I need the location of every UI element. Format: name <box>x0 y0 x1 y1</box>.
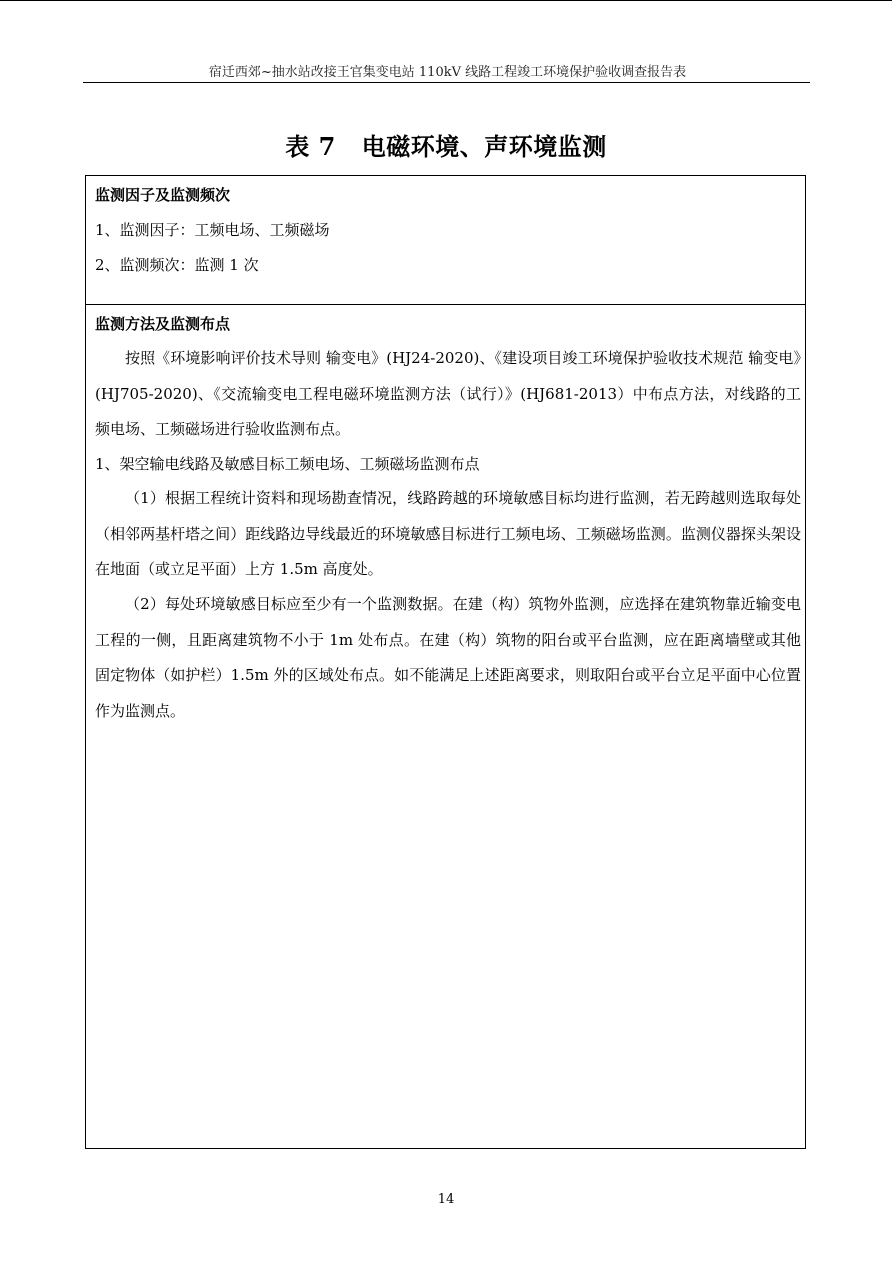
method-paragraph: 按照《环境影响评价技术导则 输变电》(HJ24-2020)、《建设项目竣工环境保护验收技术规范 输变电》(HJ705-2020)、《交流输变电工程电磁环境监测方法（试行）》(HJ681-2013）中布点方法，对线路的工频电场、工频磁场进行验收监测布点。 <box>95 349 801 438</box>
monitoring-factors-section <box>85 175 806 305</box>
table-title <box>0 130 892 164</box>
monitoring-factors-item: 1、监测因子：工频电场、工频磁场 <box>95 221 330 239</box>
running-header: 宿迁西郊~抽水站改接王官集变电站 110kV 线路工程竣工环境保护验收调查报告表 <box>208 65 687 80</box>
monitoring-frequency-item: 2、监测频次：监测 1 次 <box>95 256 259 274</box>
table-title-label: 表 7 <box>285 132 336 161</box>
page-number: 14 <box>437 1192 455 1207</box>
section-heading: 监测方法及监测布点 <box>95 315 231 333</box>
layout-paragraph-2: （2）每处环境敏感目标应至少有一个监测数据。在建（构）筑物外监测，应选择在建筑物靠近输变电工程的一侧，且距离建筑物不小于 1m 处布点。在建（构）筑物的阳台或平台监测，应在距离墙壁或其他固定物体（如护栏）1.5m 外的区域处布点。如不能满足上述距离要求，则取阳台或平台立足平面中心位置作为监测点。 <box>95 595 801 720</box>
page-top-border <box>0 0 892 1</box>
monitoring-methods-section <box>85 304 806 1149</box>
overhead-line-subheading: 1、架空输电线路及敏感目标工频电场、工频磁场监测布点 <box>95 455 480 473</box>
section-heading: 监测因子及监测频次 <box>95 186 231 204</box>
header-rule <box>83 82 810 83</box>
table-title-text: 电磁环境、声环境监测 <box>361 132 607 161</box>
layout-paragraph-1: （1）根据工程统计资料和现场勘查情况，线路跨越的环境敏感目标均进行监测，若无跨越则选取每处（相邻两基杆塔之间）距线路边导线最近的环境敏感目标进行工频电场、工频磁场监测。监测仪器探头架设在地面（或立足平面）上方 1.5m 高度处。 <box>95 489 801 578</box>
